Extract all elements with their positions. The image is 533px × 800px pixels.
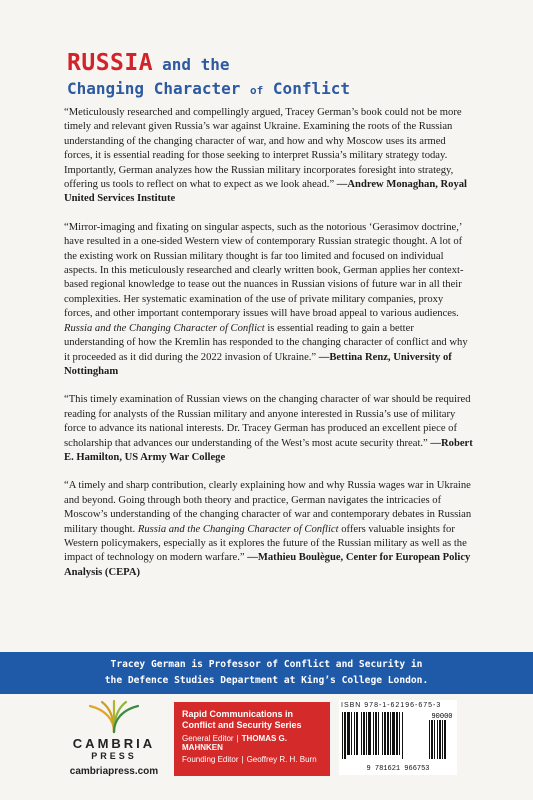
endorsement-text: “Meticulously researched and compellingly argued, Tracey German’s book could not be more timely and relevant given Russia’s war against Ukraine. Examining the roots of the Russian understanding of the changing character of war, and how and why Moscow uses its armed forces, it is essential reading for those seeking to interpret Russia’s military strategy today. Importantly, German analyzes how the Russian military incorporates foresight into strategy, offering us tools to reflect on what to expect as we look ahead.” (64, 107, 462, 191)
endorsement-attribution: —Bettina Renz, University of Nottingham (64, 351, 452, 377)
barcode-bar (363, 712, 365, 755)
book-title-italic: Russia and the Changing Character of Conflict (137, 523, 339, 535)
barcode-bar (378, 712, 379, 755)
barcode-bar (402, 712, 403, 759)
endorsement-text: offers valuable insights for Western policymakers, especially as it explores the future of the Russian military as well as the impact of technology on modern warfare.” (64, 523, 467, 564)
barcode-bar (399, 712, 400, 755)
barcode-addon-bar (444, 720, 446, 759)
endorsement-text: “This timely examination of Russian views on the changing character of war should be required reading for analysts of the Russian military and anyone interested in Russia’s use of military force to advance its national interests. Dr. Tracey German has produced an excellent piece of scholarship that advances our understanding of the West’s most acute security threat.” (64, 394, 471, 449)
barcode-bar (366, 712, 367, 755)
founding-editor: Founding Editor | Geoffrey R. H. Burn (182, 755, 317, 764)
series-title: Rapid Communications in Conflict and Security Series (182, 709, 302, 730)
barcode-digits: 9 781621 966753 (366, 765, 430, 773)
isbn-barcode (339, 700, 457, 775)
endorsement-text: is essential reading to gain a better understanding of how the Kremlin has responded to the changing character of conflict and why it proceeded as it did during the 2022 invasion of Ukraine.” (64, 322, 468, 363)
barcode-bar (384, 712, 386, 755)
publisher-name: CAMBRIA (72, 736, 156, 751)
barcode-bar (351, 712, 352, 755)
barcode-addon-digits: 90000 (431, 713, 453, 721)
barcode-addon-bar (431, 720, 433, 759)
barcode-addon-bar (429, 720, 430, 759)
barcode-addon-bar (439, 720, 441, 759)
book-title-italic: Russia and the Changing Character of Conflict (64, 322, 265, 334)
endorsement-hamilton (64, 393, 474, 465)
endorsement-text: “A timely and sharp contribution, clearly explaining how and why Russia wages war in Ukraine and beyond. Going through both theory and practice, German navigates the intricacies of Moscow’s understanding of the changing character of war and contemporary debates in Russian military thought. (64, 480, 472, 535)
author-bio-band (0, 652, 533, 694)
barcode-bar (354, 712, 355, 755)
author-bio-line: Tracey German is Professor of Conflict and Security in (110, 659, 423, 670)
barcode-addon-bar (437, 720, 438, 759)
barcode-addon-bar (434, 720, 435, 759)
endorsement-text: “Mirror-imaging and fixating on singular aspects, such as the notorious ‘Gerasimov doctrine,’ have resulted in a one-sided Western view of contemporary Russian strategic thought. A lot of the existing work on Russian military thought is far too limited and focused on individual aspects. In this meticulously researched and clearly written book, German applies her context-based regional knowledge to tease out the nuances in Russian visions of future war in all their complexities. Her systematic examination of the use of private military companies, proxy forces, and other important contemporary issues will have broad appeal to various audiences. (64, 221, 464, 320)
series-box (174, 702, 330, 776)
barcode-bar (373, 712, 374, 755)
title-changing-character: Changing Character (67, 79, 241, 98)
barcode-bar (387, 712, 389, 755)
barcode-bars (339, 710, 457, 760)
barcode-bar (344, 712, 346, 759)
title-russia: RUSSIA (67, 50, 154, 76)
endorsement-attribution: —Andrew Monaghan, Royal United Services Institute (64, 179, 467, 205)
barcode-bar (382, 712, 383, 755)
barcode-bar (347, 712, 350, 755)
barcode-bar (356, 712, 358, 755)
barcode-bar (368, 712, 371, 755)
title-and-the: and the (162, 55, 230, 74)
barcode-bar (396, 712, 398, 755)
endorsement-boulegue (64, 479, 474, 580)
publisher-logo (54, 700, 174, 777)
barcode-bar (375, 712, 377, 755)
title-conflict: Conflict (272, 79, 350, 98)
barcode-bar (342, 712, 343, 759)
barcode-bar (361, 712, 362, 755)
isbn-text: ISBN 978-1-62196-675-3 (341, 702, 442, 709)
publisher-url: cambriapress.com (69, 766, 159, 777)
book-title (67, 52, 350, 97)
publisher-press: PRESS (91, 751, 137, 761)
endorsement-attribution: —Robert E. Hamilton, US Army War College (64, 437, 473, 463)
barcode-addon-bar (442, 720, 443, 759)
author-bio-line: the Defence Studies Department at King’s College London. (104, 675, 429, 686)
endorsement-attribution: —Mathieu Boulègue, Center for European Policy Analysis (CEPA) (64, 552, 471, 578)
barcode-bar (390, 712, 391, 755)
endorsement-renz (64, 221, 474, 379)
endorsements (64, 106, 474, 594)
cambria-wheat-icon (84, 700, 144, 734)
title-of: of (250, 84, 264, 97)
general-editor: General Editor | THOMAS G. MAHNKEN (182, 734, 288, 752)
endorsement-monaghan (64, 106, 474, 207)
barcode-bar (392, 712, 395, 755)
